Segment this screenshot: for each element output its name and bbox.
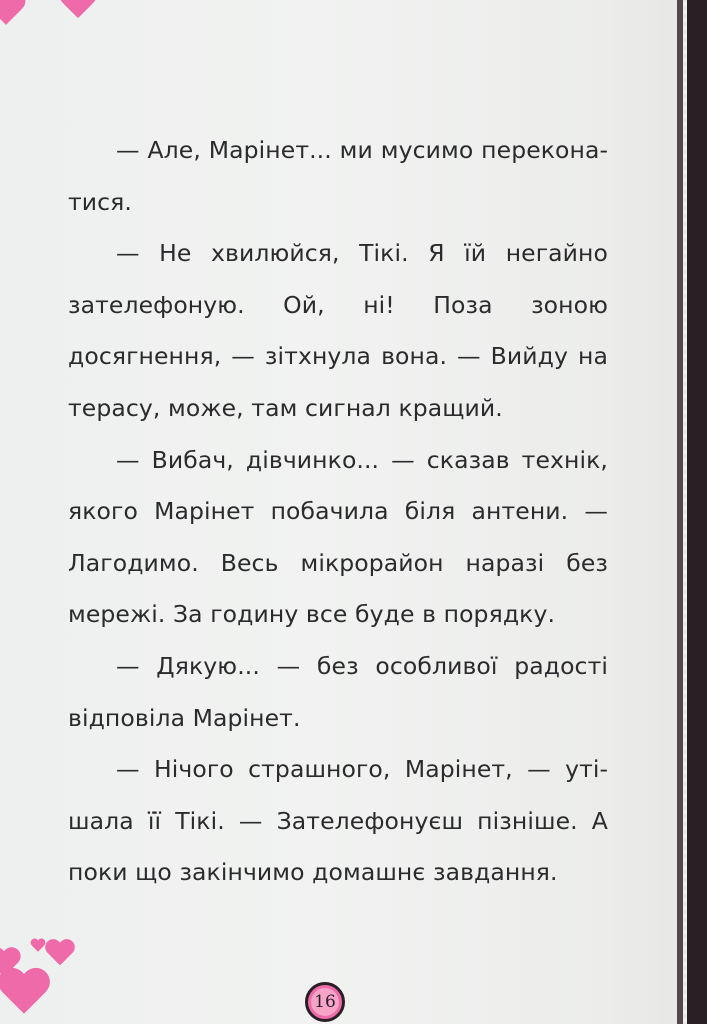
border-band [687, 0, 707, 1024]
paragraph: — Вибач, дівчинко... — сказав технік, якого Марінет побачила біля антени. — Лагодимо. Весь мікрорайон наразі без мережі. За годину все буде в порядку. [68, 445, 608, 629]
body-text [68, 125, 608, 899]
heart-icon [0, 969, 52, 1019]
heart-icon [0, 0, 27, 29]
paragraph: — Дякую... — без особливої радості відповіла Марінет. [68, 651, 608, 732]
paragraph: — Не хвилюйся, Тікі. Я їй негайно зателефоную. Ой, ні! Поза зоною досягнення, — зітхнула вона. — Вийду на терасу, може, там сигнал кращий. [68, 239, 608, 422]
heart-icon [58, 0, 98, 22]
paragraph: — Нічого страшного, Марінет, — утішала її Тікі. — Зателефонуєш пізніше. А поки що закінчимо домашнє завдання. [68, 755, 608, 887]
heart-icon [44, 940, 76, 969]
page-number-badge [305, 982, 345, 1022]
paragraph: — Але, Марінет... ми мусимо переконатися. [68, 136, 608, 216]
page-number: 16 [311, 988, 339, 1016]
